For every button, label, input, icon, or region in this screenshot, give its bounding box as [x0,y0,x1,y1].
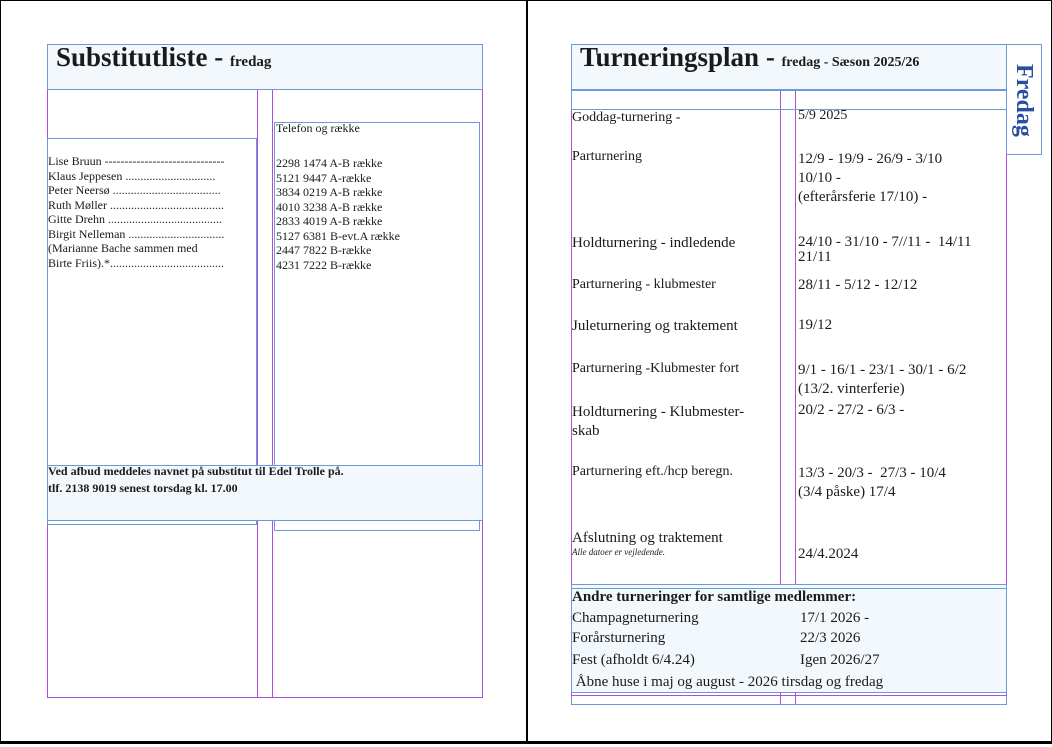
list-item: 3834 0219 A-B række [276,185,383,199]
list-item: Peter Neersø .................................... [48,183,221,197]
substitute-notice-line-1: Ved afbud meddeles navnet på substitut til Edel Trolle på. [48,464,344,478]
list-item: Gitte Drehn ...................................... [48,212,222,226]
other-event: Champagneturnering [572,610,699,626]
schedule-dates: 20/2 - 27/2 - 6/3 - [798,402,905,418]
schedule-dates: 24/10 - 31/10 - 7//11 - 14/11 21/11 [798,234,972,265]
list-item: 2298 1474 A-B række [276,156,383,170]
list-item: Klaus Jeppesen .............................. [48,168,216,183]
schedule-event: Juleturnering og traktement [572,318,738,334]
list-item: 4010 3238 A-B række [276,199,383,214]
schedule-event: Holdturnering - indledende [572,235,736,251]
right-title-sub: fredag - Sæson 2025/26 [781,55,920,70]
left-column-divider-2 [272,44,273,698]
other-event: Fest (afholdt 6/4.24) [572,652,695,668]
schedule-dates: 5/9 2025 [798,108,848,123]
schedule-disclaimer: Alle datoer er vejledende. [572,547,665,557]
right-title-main: Turneringsplan - [580,42,775,72]
schedule-event: Holdturnering - Klubmester- skab [572,404,745,439]
schedule-dates: 19/12 [798,317,833,333]
phone-column-header: Telefon og række [276,121,360,135]
list-item: Birte Friis).*...................................... [48,255,224,270]
schedule-event: Parturnering eft./hcp beregn. [572,464,733,479]
left-column-divider-1 [257,44,258,698]
schedule-dates: 13/3 - 20/3 - 27/3 - 10/4 (3/4 påske) 17/4 [798,465,946,500]
other-tournaments-header: Andre turneringer for samtlige medlemmer: [572,589,857,605]
other-dates: 22/3 2026 [800,630,861,646]
other-dates: Igen 2026/27 [800,652,880,668]
schedule-dates: 12/9 - 19/9 - 26/9 - 3/10 10/10 - (efterårsferie 17/10) - [798,151,943,205]
substitute-notice-line-2: tlf. 2138 9019 senest torsdag kl. 17.00 [48,481,238,495]
right-page-title [580,42,919,78]
left-title-main: Substitutliste - [56,42,224,72]
right-subheader-band [571,90,1007,110]
schedule-dates: 24/4.2024 [798,546,859,562]
schedule-event: Parturnering -Klubmester fort [572,361,740,376]
schedule-event: Parturnering [572,149,642,164]
other-dates: 17/1 2026 - [800,610,870,626]
schedule-dates: 28/11 - 5/12 - 12/12 [798,277,918,293]
substitute-names-list [48,155,225,271]
left-title-sub: fredag [230,54,272,70]
list-item: 2833 4019 A-B række [276,214,383,228]
other-event: Forårsturnering [572,630,666,646]
schedule-event: Parturnering - klubmester [572,277,716,292]
list-item: Ruth Møller ...................................... [48,197,224,212]
list-item: 2447 7822 B-række [276,243,372,257]
vertical-fredag-label: Fredag [1011,64,1037,137]
list-item: Birgit Nelleman ................................ [48,226,225,241]
schedule-event: Afslutning og traktement [572,530,723,546]
left-page-title [56,42,271,77]
list-item: 5121 9447 A-række [276,170,372,185]
schedule-event: Goddag-turnering - [572,110,681,125]
list-item: 5127 6381 B-evt.A række [276,228,400,243]
substitute-phones-list [276,157,400,273]
open-house-line: Åbne huse i maj og august - 2026 tirsdag og fredag [572,674,884,690]
list-item: Lise Bruun ------------------------------ [48,154,225,168]
list-item: 4231 7222 B-række [276,257,372,272]
page-spine [526,0,528,744]
list-item: (Marianne Bache sammen med [48,241,198,255]
schedule-dates: 9/1 - 16/1 - 23/1 - 30/1 - 6/2 (13/2. vinterferie) [798,362,967,397]
